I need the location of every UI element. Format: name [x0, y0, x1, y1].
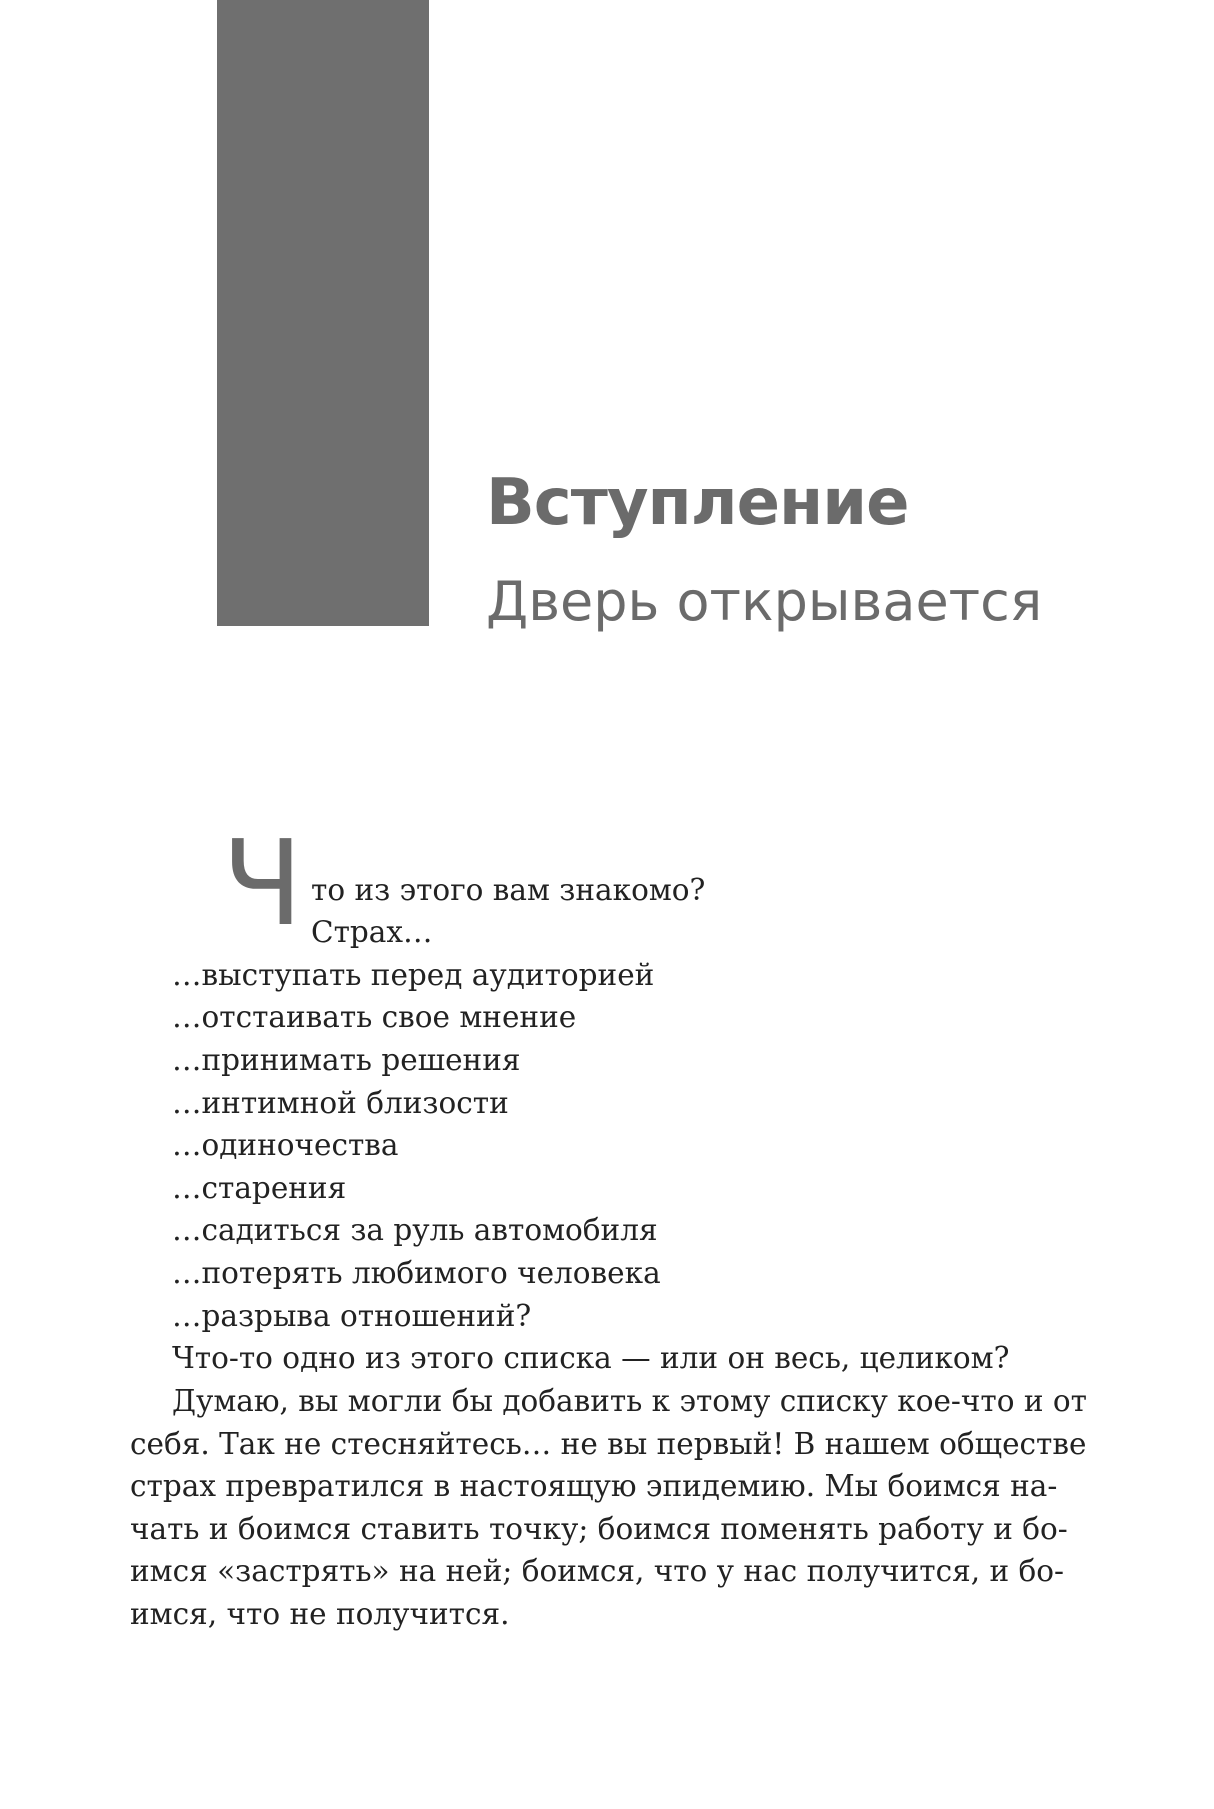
- chapter-gray-bar: [217, 0, 429, 626]
- chapter-subtitle: Дверь открывается: [486, 570, 1043, 633]
- text-line: имся, что не получится.: [130, 1597, 510, 1631]
- text-line: …одиночества: [172, 1128, 399, 1162]
- text-line: …потерять любимого человека: [172, 1256, 661, 1290]
- text-line: то из этого вам знакомо?: [311, 873, 706, 907]
- text-line: себя. Так не стесняйтесь… не вы первый! В нашем обществе: [130, 1427, 1087, 1461]
- text-line: …разрыва отношений?: [172, 1299, 532, 1333]
- text-line: чать и боимся ставить точку; боимся поменять работу и бо-: [130, 1512, 1068, 1546]
- text-line: имся «застрять» на ней; боимся, что у нас получится, и бо-: [130, 1554, 1064, 1588]
- text-line: …отстаивать свое мнение: [172, 1000, 577, 1034]
- text-line: Думаю, вы могли бы добавить к этому списку кое-что и от: [172, 1384, 1087, 1418]
- text-line: Страх…: [311, 915, 433, 949]
- text-line: страх превратился в настоящую эпидемию. Мы боимся на-: [130, 1469, 1058, 1503]
- drop-cap: Ч: [222, 814, 303, 952]
- text-line: …выступать перед аудиторией: [172, 958, 655, 992]
- text-line: …интимной близости: [172, 1086, 509, 1120]
- text-line: …старения: [172, 1171, 347, 1205]
- text-line: …садиться за руль автомобиля: [172, 1213, 658, 1247]
- text-line: …принимать решения: [172, 1043, 521, 1077]
- text-line: Что-то одно из этого списка — или он весь, целиком?: [172, 1341, 1010, 1375]
- chapter-title: Вступление: [486, 466, 909, 540]
